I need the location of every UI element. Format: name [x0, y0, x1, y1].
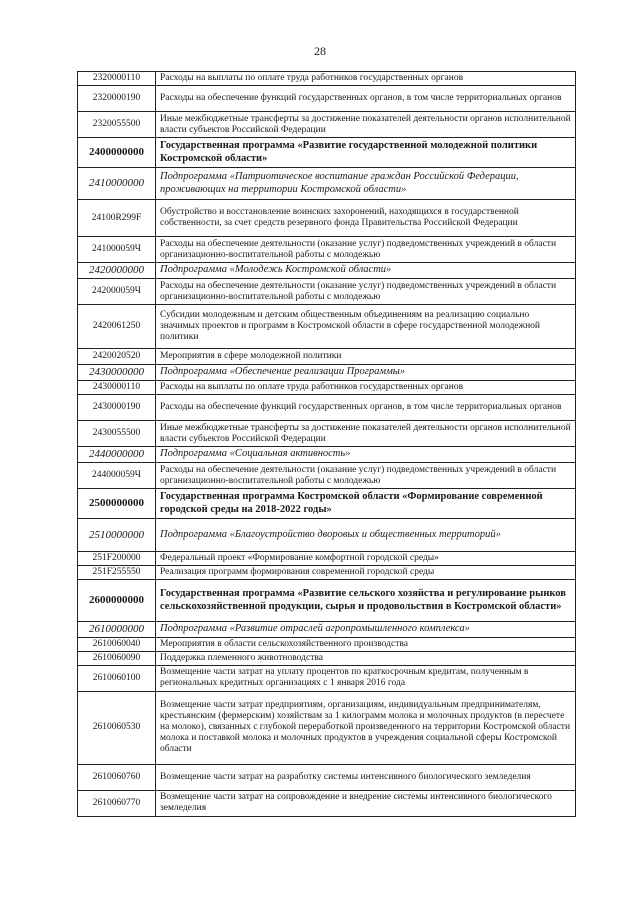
table-row [78, 349, 576, 365]
expense-name-cell: Государственная программа «Развитие государственной молодежной политики Костромской области» [156, 138, 576, 168]
expense-name-cell: Подпрограмма «Патриотическое воспитание граждан Российской Федерации, проживающих на территории Костромской области» [156, 168, 576, 200]
expense-name-cell: Мероприятия в сфере молодежной политики [156, 349, 576, 365]
expense-name-cell: Возмещение части затрат предприятиям, организациям, индивидуальным предпринимателям, крестьянским (фермерским) хозяйствам за 1 килограмм молока и молочных продуктов (в пересчете на молоко), связанных с глубокой переработкой произведенного на территории Костромской области молока и поставкой молока и молочных продуктов в учреждения социальной сферы Костромской области [156, 691, 576, 764]
budget-code-cell: 2610060530 [78, 691, 156, 764]
budget-code-cell: 2320000110 [78, 72, 156, 86]
budget-code-cell: 251F255550 [78, 566, 156, 580]
budget-code-cell: 2410000000 [78, 168, 156, 200]
budget-code-cell: 2420000000 [78, 263, 156, 279]
table-row [78, 665, 576, 691]
table-row [78, 112, 576, 138]
expense-name-cell: Мероприятия в области сельскохозяйственного производства [156, 637, 576, 651]
expense-name-cell: Подпрограмма «Развитие отраслей агропромышленного комплекса» [156, 622, 576, 638]
budget-code-cell: 2430000190 [78, 395, 156, 421]
table-row [78, 279, 576, 305]
budget-code-cell: 2600000000 [78, 580, 156, 622]
expense-name-cell: Расходы на обеспечение деятельности (оказание услуг) подведомственных учреждений в области организационно-воспитательной работы с молодежью [156, 463, 576, 489]
expense-name-cell: Подпрограмма «Социальная активность» [156, 447, 576, 463]
budget-code-cell: 242000059Ч [78, 279, 156, 305]
table-row [78, 651, 576, 665]
expense-name-cell: Субсидии молодежным и детским общественным объединениям на реализацию социально значимых проектов и программ в Костромской области в сфере государственной молодежной политики [156, 305, 576, 349]
budget-code-cell: 2610000000 [78, 622, 156, 638]
budget-code-cell: 2610060760 [78, 764, 156, 790]
expense-name-cell: Расходы на обеспечение деятельности (оказание услуг) подведомственных учреждений в области организационно-воспитательной работы с молодежью [156, 237, 576, 263]
expense-name-cell: Реализация программ формирования современной городской среды [156, 566, 576, 580]
budget-code-cell: 2320055500 [78, 112, 156, 138]
expense-name-cell: Государственная программа Костромской области «Формирование современной городской среды на 2018-2022 годы» [156, 489, 576, 519]
subprogram-row [78, 365, 576, 381]
expense-name-cell: Расходы на выплаты по оплате труда работников государственных органов [156, 381, 576, 395]
budget-code-cell: 2420061250 [78, 305, 156, 349]
table-row [78, 691, 576, 764]
table-row [78, 86, 576, 112]
expense-name-cell: Возмещение части затрат на разработку системы интенсивного биологического земледелия [156, 764, 576, 790]
expense-name-cell: Поддержка племенного животноводства [156, 651, 576, 665]
budget-code-cell: 2610060100 [78, 665, 156, 691]
program-row [78, 138, 576, 168]
table-row [78, 395, 576, 421]
program-row [78, 580, 576, 622]
budget-code-cell: 2440000000 [78, 447, 156, 463]
budget-code-cell: 24100R299F [78, 200, 156, 237]
expense-name-cell: Подпрограмма «Молодежь Костромской области» [156, 263, 576, 279]
table-row [78, 237, 576, 263]
table-row [78, 552, 576, 566]
budget-code-cell: 2430055500 [78, 421, 156, 447]
expense-name-cell: Расходы на обеспечение функций государственных органов, в том числе территориальных органов [156, 395, 576, 421]
expense-name-cell: Возмещение части затрат на уплату процентов по краткосрочным кредитам, полученным в региональных кредитных организациях с 1 января 2016 года [156, 665, 576, 691]
budget-code-cell: 2400000000 [78, 138, 156, 168]
expense-name-cell: Иные межбюджетные трансферты за достижение показателей деятельности органов исполнительной власти субъектов Российской Федерации [156, 112, 576, 138]
expense-name-cell: Возмещение части затрат на сопровождение и внедрение системы интенсивного биологического земледелия [156, 790, 576, 816]
table-row [78, 463, 576, 489]
subprogram-row [78, 519, 576, 552]
budget-code-cell: 251F200000 [78, 552, 156, 566]
table-row [78, 200, 576, 237]
expense-name-cell: Подпрограмма «Обеспечение реализации Программы» [156, 365, 576, 381]
budget-code-cell: 2430000000 [78, 365, 156, 381]
table-row [78, 72, 576, 86]
table-row [78, 566, 576, 580]
table-row [78, 637, 576, 651]
program-row [78, 489, 576, 519]
table-row [78, 790, 576, 816]
budget-code-cell: 2500000000 [78, 489, 156, 519]
budget-code-cell: 2610060770 [78, 790, 156, 816]
subprogram-row [78, 168, 576, 200]
budget-codes-table [77, 71, 576, 817]
subprogram-row [78, 622, 576, 638]
expense-name-cell: Расходы на обеспечение деятельности (оказание услуг) подведомственных учреждений в области организационно-воспитательной работы с молодежью [156, 279, 576, 305]
table-row [78, 764, 576, 790]
budget-code-cell: 244000059Ч [78, 463, 156, 489]
expense-name-cell: Расходы на обеспечение функций государственных органов, в том числе территориальных органов [156, 86, 576, 112]
page-number: 28 [314, 44, 326, 58]
table-row [78, 421, 576, 447]
subprogram-row [78, 263, 576, 279]
budget-code-cell: 2420020520 [78, 349, 156, 365]
budget-code-cell: 2510000000 [78, 519, 156, 552]
budget-code-cell: 2430000110 [78, 381, 156, 395]
expense-name-cell: Расходы на выплаты по оплате труда работников государственных органов [156, 72, 576, 86]
expense-name-cell: Подпрограмма «Благоустройство дворовых и общественных территорий» [156, 519, 576, 552]
expense-name-cell: Обустройство и восстановление воинских захоронений, находящихся в государственной собственности, за счет средств резервного фонда Правительства Российской Федерации [156, 200, 576, 237]
table-row [78, 305, 576, 349]
expense-name-cell: Иные межбюджетные трансферты за достижение показателей деятельности органов исполнительной власти субъектов Российской Федерации [156, 421, 576, 447]
table-row [78, 381, 576, 395]
expense-name-cell: Государственная программа «Развитие сельского хозяйства и регулирование рынков сельскохозяйственной продукции, сырья и продовольствия в Костромской области» [156, 580, 576, 622]
subprogram-row [78, 447, 576, 463]
budget-code-cell: 241000059Ч [78, 237, 156, 263]
budget-code-cell: 2610060090 [78, 651, 156, 665]
budget-code-cell: 2320000190 [78, 86, 156, 112]
table-body [78, 72, 576, 817]
expense-name-cell: Федеральный проект «Формирование комфортной городской среды» [156, 552, 576, 566]
budget-code-cell: 2610060040 [78, 637, 156, 651]
